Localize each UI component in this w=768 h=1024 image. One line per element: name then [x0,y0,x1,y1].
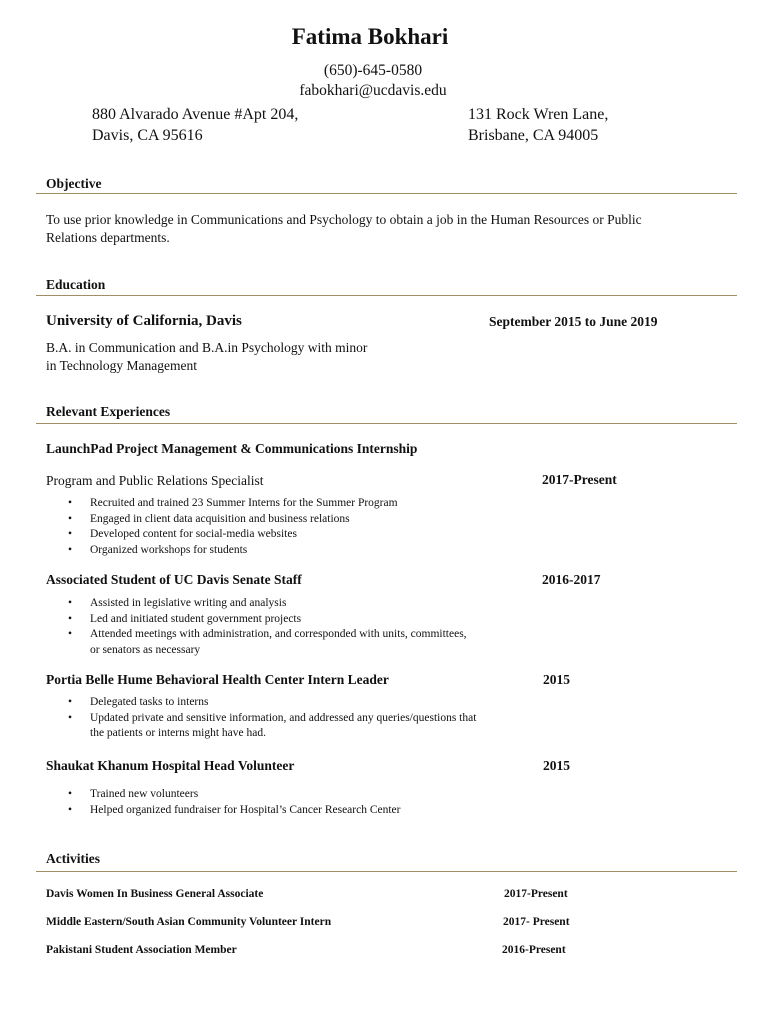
degree-line: B.A. in Communication and B.A.in Psychology with minor [46,340,368,355]
list-item: • Trained new volunteers [46,787,401,803]
list-item: • Updated private and sensitive information, and addressed any queries/questions that [46,711,476,727]
activity-name: Davis Women In Business General Associate [46,888,264,900]
bullet-icon: • [68,597,73,609]
bullet-list-launchpad [46,496,398,559]
activity-dates: 2017- Present [503,916,570,928]
section-heading-objective: Objective [46,176,102,191]
bullet-icon: • [68,544,73,557]
education-dates: September 2015 to June 2019 [489,314,658,329]
bullet-list-asucd [46,596,467,659]
list-item: • Engaged in client data acquisition and business relations [46,512,398,528]
bullet-icon: • [68,711,73,724]
list-item: • Developed content for social-media websites [46,527,398,543]
degree-line: in Technology Management [46,358,198,373]
objective-line: Relations departments. [46,230,170,245]
bullet-icon: • [68,696,73,708]
bullet-icon: • [68,788,73,800]
bullet-icon: • [68,612,73,625]
experience-org-launchpad: LaunchPad Project Management & Communications Internship [46,441,418,456]
section-heading-experiences: Relevant Experiences [46,404,171,419]
list-item: • Delegated tasks to interns [46,695,476,711]
list-item: • Helped organized fundraiser for Hospital’s Cancer Research Center [46,803,401,819]
section-divider [36,193,737,194]
email-address: fabokhari@ucdavis.edu [299,82,447,99]
education-school: University of California, Davis [46,313,242,329]
bullet-list-shaukat [46,787,401,818]
experience-dates-launchpad: 2017-Present [542,472,617,487]
section-heading-education: Education [46,277,106,292]
list-item: • Led and initiated student government projects [46,612,467,628]
activity-name: Pakistani Student Association Member [46,944,237,956]
resume-name: Fatima Bokhari [291,24,449,49]
address-primary-line2: Davis, CA 95616 [92,127,203,144]
list-item-continuation: the patients or interns might have had. [90,727,266,740]
bullet-icon: • [68,512,73,525]
phone-number: (650)-645-0580 [323,62,423,79]
experience-dates-asucd: 2016-2017 [542,572,601,587]
objective-text [46,211,642,247]
list-item: • Assisted in legislative writing and analysis [46,596,467,612]
section-divider [36,295,737,296]
address-secondary-line2: Brisbane, CA 94005 [468,127,599,144]
experience-role-launchpad: Program and Public Relations Specialist [46,473,264,488]
experience-org-shaukat: Shaukat Khanum Hospital Head Volunteer [46,758,295,773]
address-secondary-line1: 131 Rock Wren Lane, [468,106,609,123]
bullet-icon: • [68,628,73,641]
bullet-icon: • [68,803,73,816]
experience-dates-portia: 2015 [543,672,570,687]
address-primary-line1: 880 Alvarado Avenue #Apt 204, [92,106,299,123]
experience-dates-shaukat: 2015 [543,758,570,773]
section-heading-activities: Activities [46,851,100,866]
section-divider [36,423,737,424]
address-primary [92,104,298,146]
list-item: • Recruited and trained 23 Summer Interns for the Summer Program [46,496,398,512]
activity-dates: 2016-Present [502,944,566,956]
experience-org-asucd: Associated Student of UC Davis Senate Staff [46,572,302,587]
section-divider [36,871,737,872]
activity-dates: 2017-Present [504,888,568,900]
education-degree [46,339,367,375]
bullet-icon: • [68,528,73,541]
bullet-list-portia [46,695,476,742]
list-item-continuation: or senators as necessary [90,644,201,657]
list-item: • Organized workshops for students [46,543,398,559]
experience-org-portia: Portia Belle Hume Behavioral Health Center Intern Leader [46,672,389,687]
list-item: • Attended meetings with administration, and corresponded with units, committees, [46,627,467,643]
activity-name: Middle Eastern/South Asian Community Volunteer Intern [46,916,332,928]
objective-line: To use prior knowledge in Communications and Psychology to obtain a job in the Human Resources or Public [46,212,642,227]
address-secondary [468,104,608,146]
bullet-icon: • [68,497,73,509]
